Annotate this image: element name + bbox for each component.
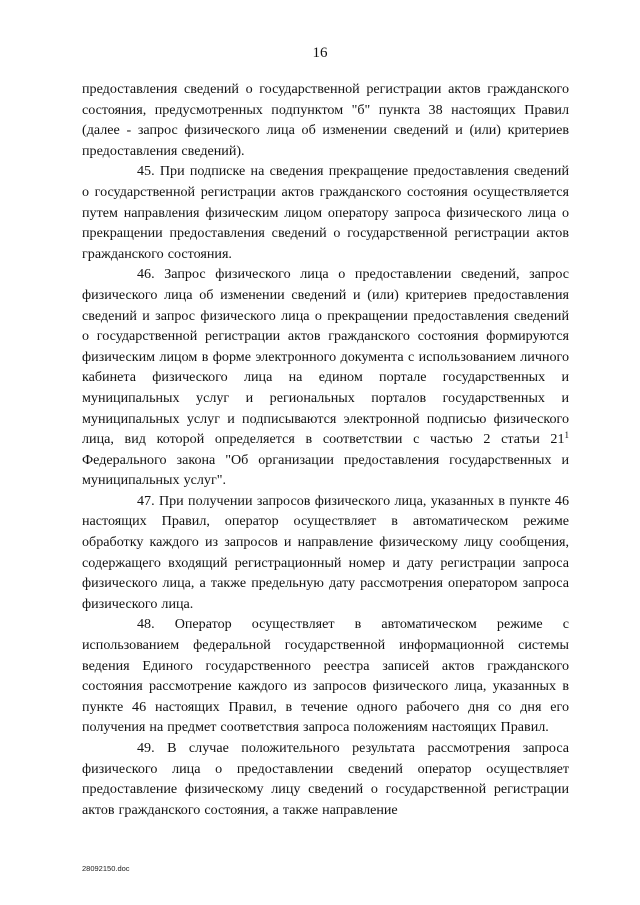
document-body [82, 79, 569, 820]
footer-filename: 28092150.doc [82, 864, 130, 873]
paragraph-46 [82, 264, 569, 491]
paragraph-48: 48. Оператор осуществляет в автоматическом режиме с использованием федеральной государственной информационной системы ведения Единого государственного реестра записей актов гражданского состояния рассмотрение каждого из запросов физического лица, указанных в пункте 46 настоящих Правил, в течение одного рабочего дня со дня его получения на предмет соответствия запроса положениям настоящих Правил. [82, 616, 569, 736]
paragraph-continuation: предоставления сведений о государственной регистрации актов гражданского состояния, предусмотренных подпунктом "б" пункта 38 настоящих Правил (далее - запрос физического лица об изменении сведений и (или) критериев предоставления сведений). [82, 81, 569, 159]
page-number: 16 [312, 45, 328, 61]
article-superscript: 1 [564, 430, 569, 441]
paragraph-46-text-start: 46. Запрос физического лица о предоставлении сведений, запрос физического лица об изменении сведений и (или) критериев предоставления сведений и запрос физического лица о прекращении предоставления сведений о государственной регистрации актов гражданского состояния формируются физическим лицом в форме электронного документа с использованием личного кабинета физического лица на едином портале государственных и муниципальных услуг и региональных порталов государственных и муниципальных услуг и подписываются электронной подписью физического лица, вид которой определяется в соответствии с частью 2 статьи 21 [82, 266, 569, 448]
paragraph-49: 49. В случае положительного результата рассмотрения запроса физического лица о предоставлении сведений оператор осуществляет предоставление физическому лицу сведений о государственной регистрации актов гражданского состояния, а также направление [82, 740, 569, 818]
paragraph-45: 45. При подписке на сведения прекращение предоставления сведений о государственной регистрации актов гражданского состояния осуществляется путем направления физическим лицом оператору запроса физического лица о прекращении предоставления сведений о государственной регистрации актов гражданского состояния. [82, 163, 569, 262]
paragraph-46-text-end: Федерального закона "Об организации предоставления государственных и муниципальных услуг". [82, 451, 569, 489]
paragraph-47: 47. При получении запросов физического лица, указанных в пункте 46 настоящих Правил, оператор осуществляет в автоматическом режиме обработку каждого из запросов и направление физическому лицу сообщения, содержащего входящий регистрационный номер и дату регистрации запроса физического лица, а также предельную дату рассмотрения оператором запроса физического лица. [82, 492, 569, 612]
